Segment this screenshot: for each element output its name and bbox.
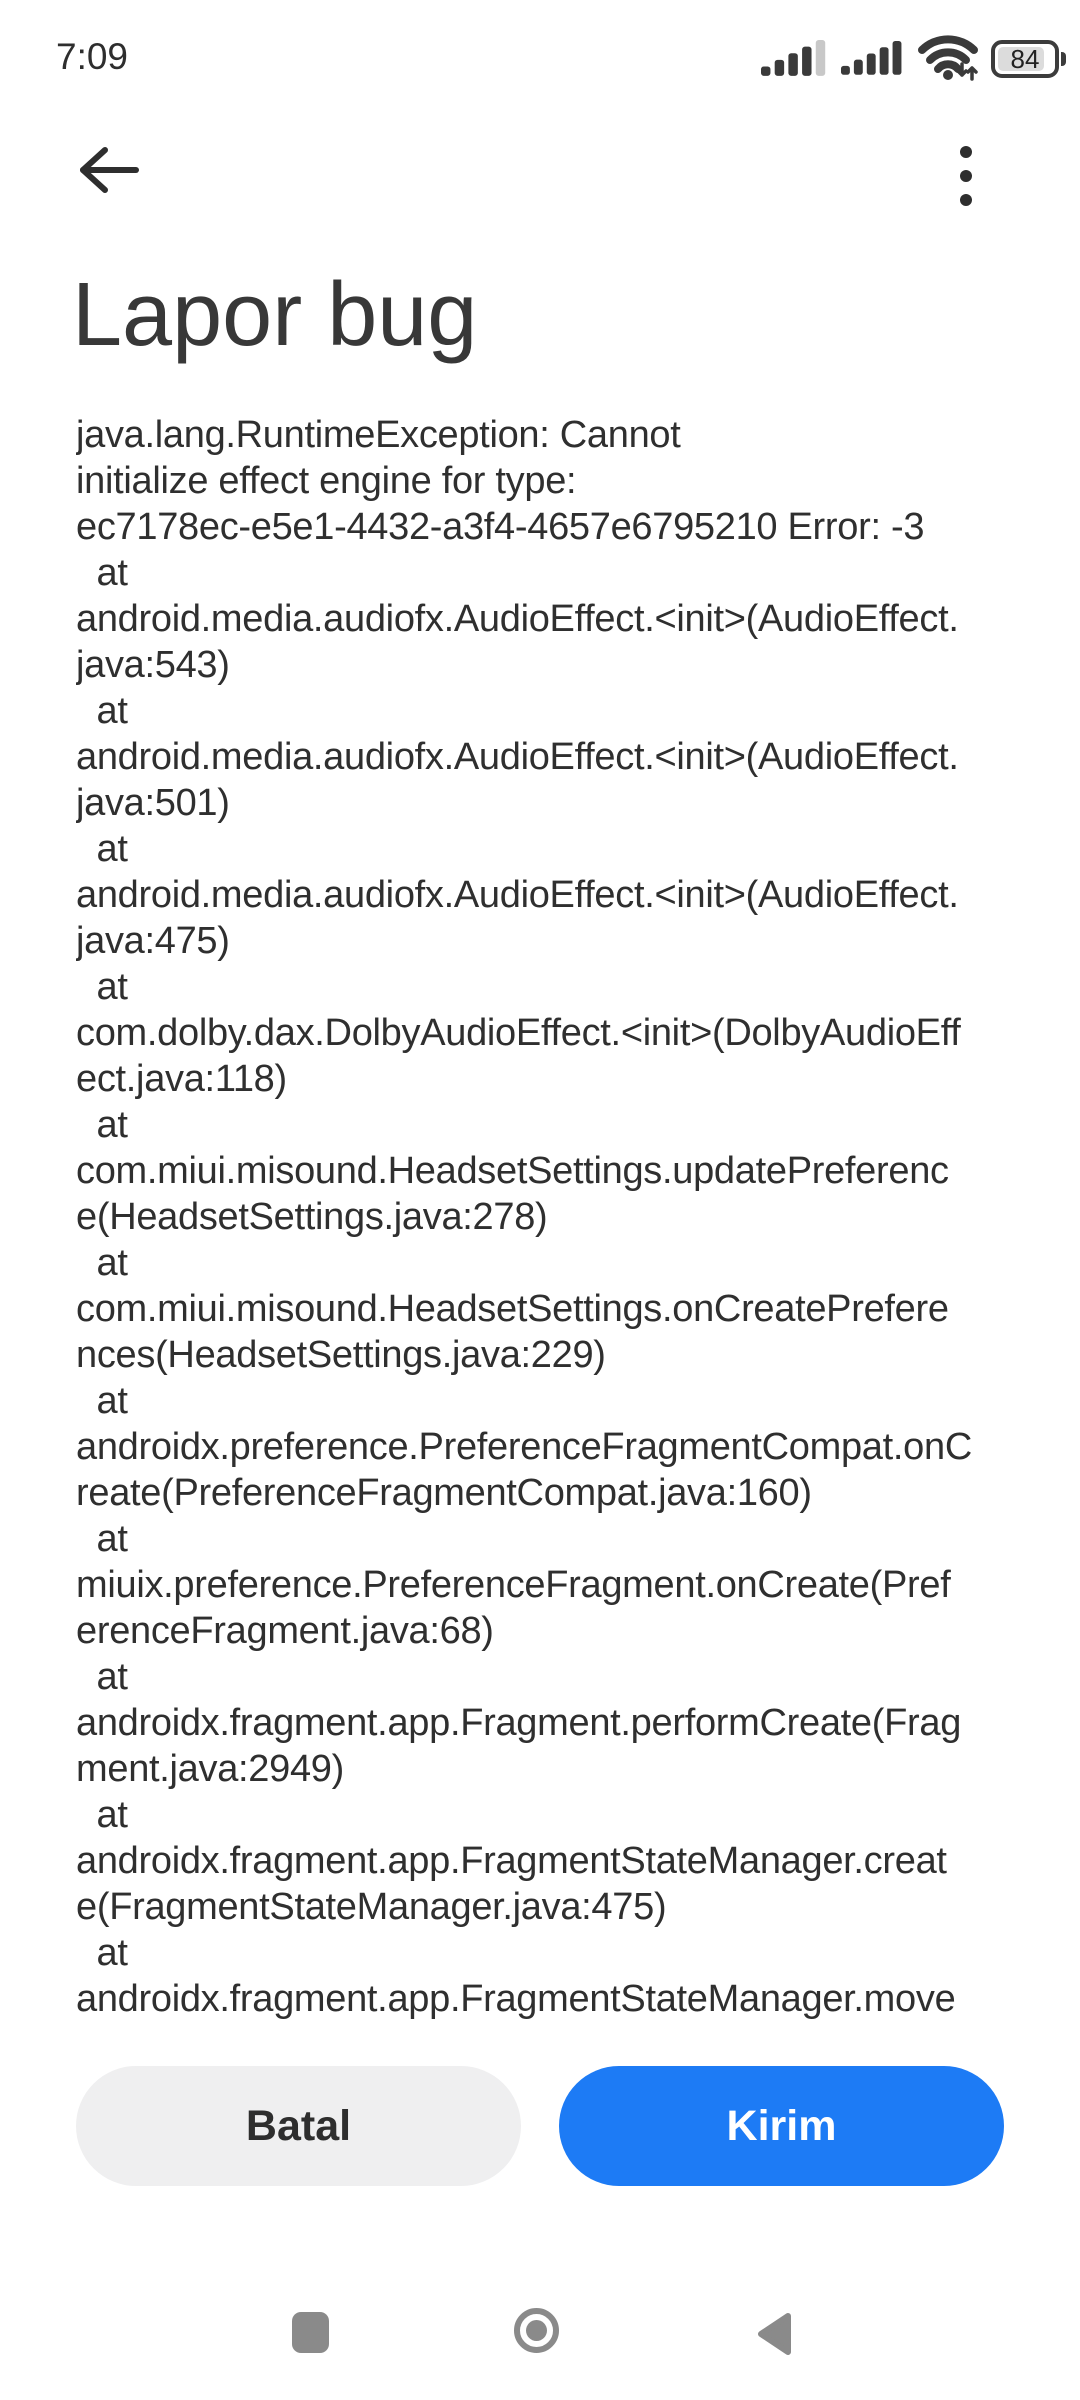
stack-trace-line: ment.java:2949) bbox=[76, 1748, 344, 1790]
cancel-button[interactable]: Batal bbox=[76, 2066, 521, 2186]
stack-trace-line: android.media.audiofx.AudioEffect.<init>(AudioEffect. bbox=[76, 736, 959, 778]
stack-trace-line: androidx.fragment.app.FragmentStateManager.creat bbox=[76, 1840, 947, 1882]
stack-trace-line: erenceFragment.java:68) bbox=[76, 1610, 494, 1652]
stack-trace-line: at bbox=[76, 1656, 128, 1698]
stack-trace-line: androidx.preference.PreferenceFragmentCompat.onC bbox=[76, 1426, 972, 1468]
stack-trace-line: at bbox=[76, 1932, 128, 1974]
stack-trace-line: miuix.preference.PreferenceFragment.onCreate(Pref bbox=[76, 1564, 951, 1606]
submit-button[interactable]: Kirim bbox=[559, 2066, 1004, 2186]
stack-trace-line: at bbox=[76, 1242, 128, 1284]
stack-trace-line: java:475) bbox=[76, 920, 230, 962]
stack-trace-line: android.media.audiofx.AudioEffect.<init>(AudioEffect. bbox=[76, 874, 959, 916]
stack-trace-line: at bbox=[76, 1380, 128, 1422]
status-bar-icons bbox=[761, 36, 1066, 82]
stack-trace-line: androidx.fragment.app.Fragment.performCreate(Frag bbox=[76, 1702, 962, 1744]
stack-trace-line: com.miui.misound.HeadsetSettings.onCreatePrefere bbox=[76, 1288, 949, 1330]
stack-trace-line: ec7178ec-e5e1-4432-a3f4-4657e6795210 Error: -3 bbox=[76, 506, 925, 548]
stack-trace-line: java:501) bbox=[76, 782, 230, 824]
battery-nub bbox=[1061, 52, 1066, 66]
stack-trace-line: at bbox=[76, 552, 128, 594]
stack-trace-line: initialize effect engine for type: bbox=[76, 460, 577, 502]
stack-trace[interactable] bbox=[76, 412, 1040, 2052]
stack-trace-line: com.dolby.dax.DolbyAudioEffect.<init>(DolbyAudioEff bbox=[76, 1012, 961, 1054]
stack-trace-line: com.miui.misound.HeadsetSettings.updatePreferenc bbox=[76, 1150, 949, 1192]
stack-trace-line: android.media.audiofx.AudioEffect.<init>(AudioEffect. bbox=[76, 598, 959, 640]
page-title: Lapor bug bbox=[72, 265, 478, 365]
stack-trace-line: at bbox=[76, 690, 128, 732]
cellular-signal-sim1-icon bbox=[761, 37, 829, 82]
wifi-icon bbox=[917, 33, 979, 86]
stack-trace-line: nces(HeadsetSettings.java:229) bbox=[76, 1334, 606, 1376]
home-circle-icon bbox=[526, 2320, 547, 2341]
home-button[interactable] bbox=[514, 2308, 559, 2353]
dialog-button-row bbox=[76, 2066, 1004, 2186]
stack-trace-line: androidx.fragment.app.FragmentStateManager.move bbox=[76, 1978, 956, 2020]
stack-trace-line: e(FragmentStateManager.java:475) bbox=[76, 1886, 667, 1928]
cellular-signal-sim2-icon bbox=[841, 37, 905, 82]
back-arrow-icon bbox=[78, 181, 140, 198]
stack-trace-line: e(HeadsetSettings.java:278) bbox=[76, 1196, 548, 1238]
battery-percent-label: 84 bbox=[1010, 43, 1040, 74]
back-triangle-icon bbox=[754, 2345, 794, 2362]
stack-trace-line: reate(PreferenceFragmentCompat.java:160) bbox=[76, 1472, 812, 1514]
battery-icon bbox=[991, 40, 1066, 78]
stack-trace-line: at bbox=[76, 1104, 128, 1146]
stack-trace-line: java.lang.RuntimeException: Cannot bbox=[76, 414, 681, 456]
overflow-menu-button[interactable] bbox=[960, 146, 973, 206]
status-bar-clock: 7:09 bbox=[56, 36, 129, 77]
android-nav-bar bbox=[0, 2250, 1080, 2400]
back-button[interactable] bbox=[78, 146, 140, 194]
nav-back-button[interactable] bbox=[754, 2310, 794, 2363]
stack-trace-line: at bbox=[76, 1518, 128, 1560]
stack-trace-line: at bbox=[76, 1794, 128, 1836]
kebab-menu-icon bbox=[960, 146, 972, 158]
stack-trace-line: java:543) bbox=[76, 644, 230, 686]
stack-trace-line: ect.java:118) bbox=[76, 1058, 287, 1100]
stack-trace-line: at bbox=[76, 828, 128, 870]
stack-trace-line: at bbox=[76, 966, 128, 1008]
recents-button[interactable] bbox=[292, 2312, 329, 2353]
